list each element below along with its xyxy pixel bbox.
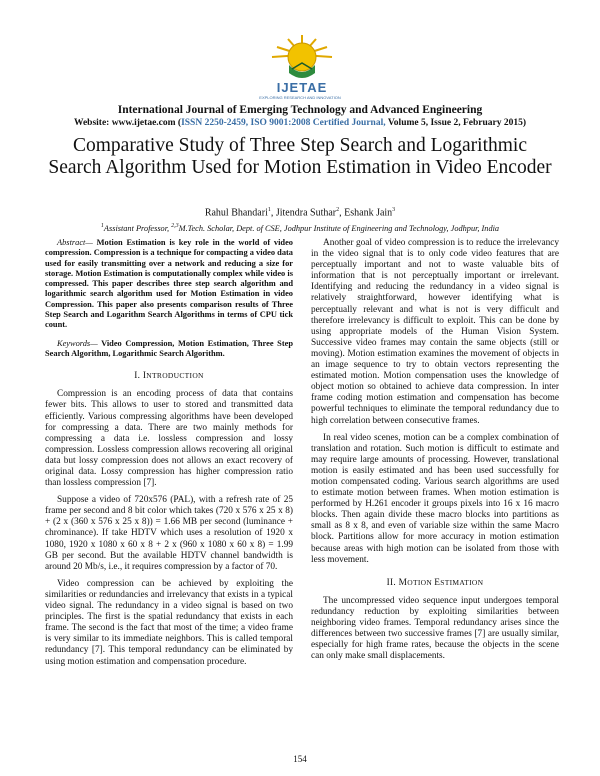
paper-title: Comparative Study of Three Step Search and Logarithmic Search Algorithm Used for Motion Estimation in Video Encoder <box>48 135 552 178</box>
journal-name: International Journal of Emerging Technology and Advanced Engineering <box>117 104 483 116</box>
keywords-label: Keywords— <box>57 338 98 348</box>
keywords-text: Video Compression, Motion Estimation, Three Step Search Algorithm, Logarithmic Search Algorithm. <box>45 338 293 358</box>
author-1-sup: 1 <box>267 207 271 213</box>
left-column <box>45 238 293 674</box>
intro-paragraph-3: Video compression can be achieved by exploiting the similarities or redundancies and irrelevancy that exists in a typical video signal. The redundancy in a video signal is based on two principles. The first is the spatial redundancy that exists in each frame. The second is the fact that most of the time; a video frame is very similar to its immediate neighbors. This is called temporal redundancy [7]. This temporal redundancy can be eliminated by using motion estimation and compensation procedure. <box>45 578 293 667</box>
intro-paragraph-1: Compression is an encoding process of data that contains fewer bits. This allows to user to stored and transmitted data efficiently. Various compressing algorithms have been developed for compressing a data. There are two mainly methods for compressing a data i.e. lossless compression and lossy compression. Lossless compression allows recovering all original data but lossy compression does not allows an exact recovery of original data. Lossy compression has higher compression ratio than lossless compression [7]. <box>45 389 293 489</box>
intro-paragraph-2: Suppose a video of 720x576 (PAL), with a refresh rate of 25 frame per second and 8 bit color which takes (720 x 576 x 25 x 8) + (2 x (360 x 576 x 25 x 8)) = 1.66 MB per second (luminance + chrominance). If take HDTV which uses a resolution of 1920 x 1080, 1920 x 1080 x 60 x 8 + 2 x (960 x 1080 x 60 x 8) = 1.99 GB per second. But the available HDTV channel bandwidth is around 20 Mb/s, i.e., it requires compression by a factor of 70. <box>45 495 293 572</box>
paper-authors: Rahul Bhandari$^1$, Jitendra Suthar$^2$, Eshank Jain$^3$ <box>204 207 396 219</box>
section-heading-motion-estimation: II. MOTION ESTIMATION <box>386 577 484 588</box>
intro-paragraph-4: Another goal of video compression is to reduce the irrelevancy in the video signal that is to only code video features that are perceptually important and not to waste valuable bits of information that is not perceptually important or irrelevant. Identifying and reducing the redundancy in a video signal is relatively straightforward, however identifying what is perceptually relevant and what is not is very difficult and therefore irrelevancy is difficult to exploit. This can be done by using appropriate models of the Human Vision System. Successive video frames may contain the same objects (still or moving). Motion estimation examines the movement of objects in an image sequence to try to obtain vectors representing the estimated motion. Motion compensation uses the knowledge of object motion so obtained to achieve data compression. In inter frame coding motion estimation and compensation has become powerful techniques to eliminate the temporal redundancy due to high correlation between consecutive frames. <box>311 238 559 426</box>
issn-link[interactable]: ISSN 2250-2459, ISO 9001:2008 Certified Journal, <box>181 118 386 128</box>
author-3-sup: 3 <box>392 207 396 213</box>
author-2: Jitendra Suthar <box>275 207 337 219</box>
author-2-sup: 2 <box>336 207 340 213</box>
author-1: Rahul Bhandari <box>204 207 268 219</box>
motion-estimation-paragraph-1: The uncompressed video sequence input undergoes temporal redundancy reduction by exploiting similarities between neighboring video frames. Temporal redundancy arises since the differences between two successive frames [7] are usually similar, especially for high frame rates, because the objects in the scene can only make small displacements. <box>311 595 559 662</box>
affil-sup-2: 2,3 <box>171 223 179 229</box>
keywords <box>45 339 293 360</box>
page-number: 154 <box>293 754 307 764</box>
affil-sup-1: 1 <box>100 223 104 229</box>
affil-role-1: Assistant Professor, <box>103 223 172 233</box>
intro-paragraph-5: In real video scenes, motion can be a complex combination of translation and rotation. Such motion is difficult to estimate and may require large amounts of processing. However, translational motion is easily estimated and has been used successfully for motion compensated coding. Various search algorithms are used to estimate motion between frames. When motion estimation is performed by H.261 encoder it groups pixels into 16 x 16 macro blocks. Then again divide these macro blocks into partitions as small as 8 x 8, and even of variable size within the same Macro block. Partitions allow for more accuracy in motion estimation because areas with high motion can be isolated from those with less movement. <box>311 432 559 565</box>
author-3: Eshank Jain <box>344 207 393 219</box>
website-suffix: Volume 5, Issue 2, February 2015) <box>385 118 527 128</box>
abstract-text: Motion Estimation is key role in the world of video compression. Compression is a technique for compacting a video data used for easily transmitting over a network and reducing a size for storage. Motion Estimation is computationally complex while video is compressed. This paper describes three step search algorithm and logarithmic search algorithm used for Motion Estimation in video Compression. This paper also presents comparison results of Three Step Search and Logarithm Search Algorithms in terms of CPU tick count. <box>45 238 293 330</box>
affil-role-2: M.Tech. Scholar, Dept. of CSE, Jodhpur Institute of Engineering and Technology, Jodhpur, India <box>178 223 500 233</box>
right-column <box>311 238 559 668</box>
logo-tagline: EXPLORING RESEARCH AND INNOVATION <box>259 95 341 100</box>
paper-affiliation <box>0 223 600 233</box>
logo-name: IJETAE <box>276 80 328 95</box>
website-prefix: Website: www.ijetae.com ( <box>73 118 182 128</box>
section-heading-introduction: I. INTRODUCTION <box>134 371 204 382</box>
journal-website-line <box>0 118 600 128</box>
abstract-label: Abstract— <box>57 238 93 247</box>
abstract <box>45 238 293 331</box>
